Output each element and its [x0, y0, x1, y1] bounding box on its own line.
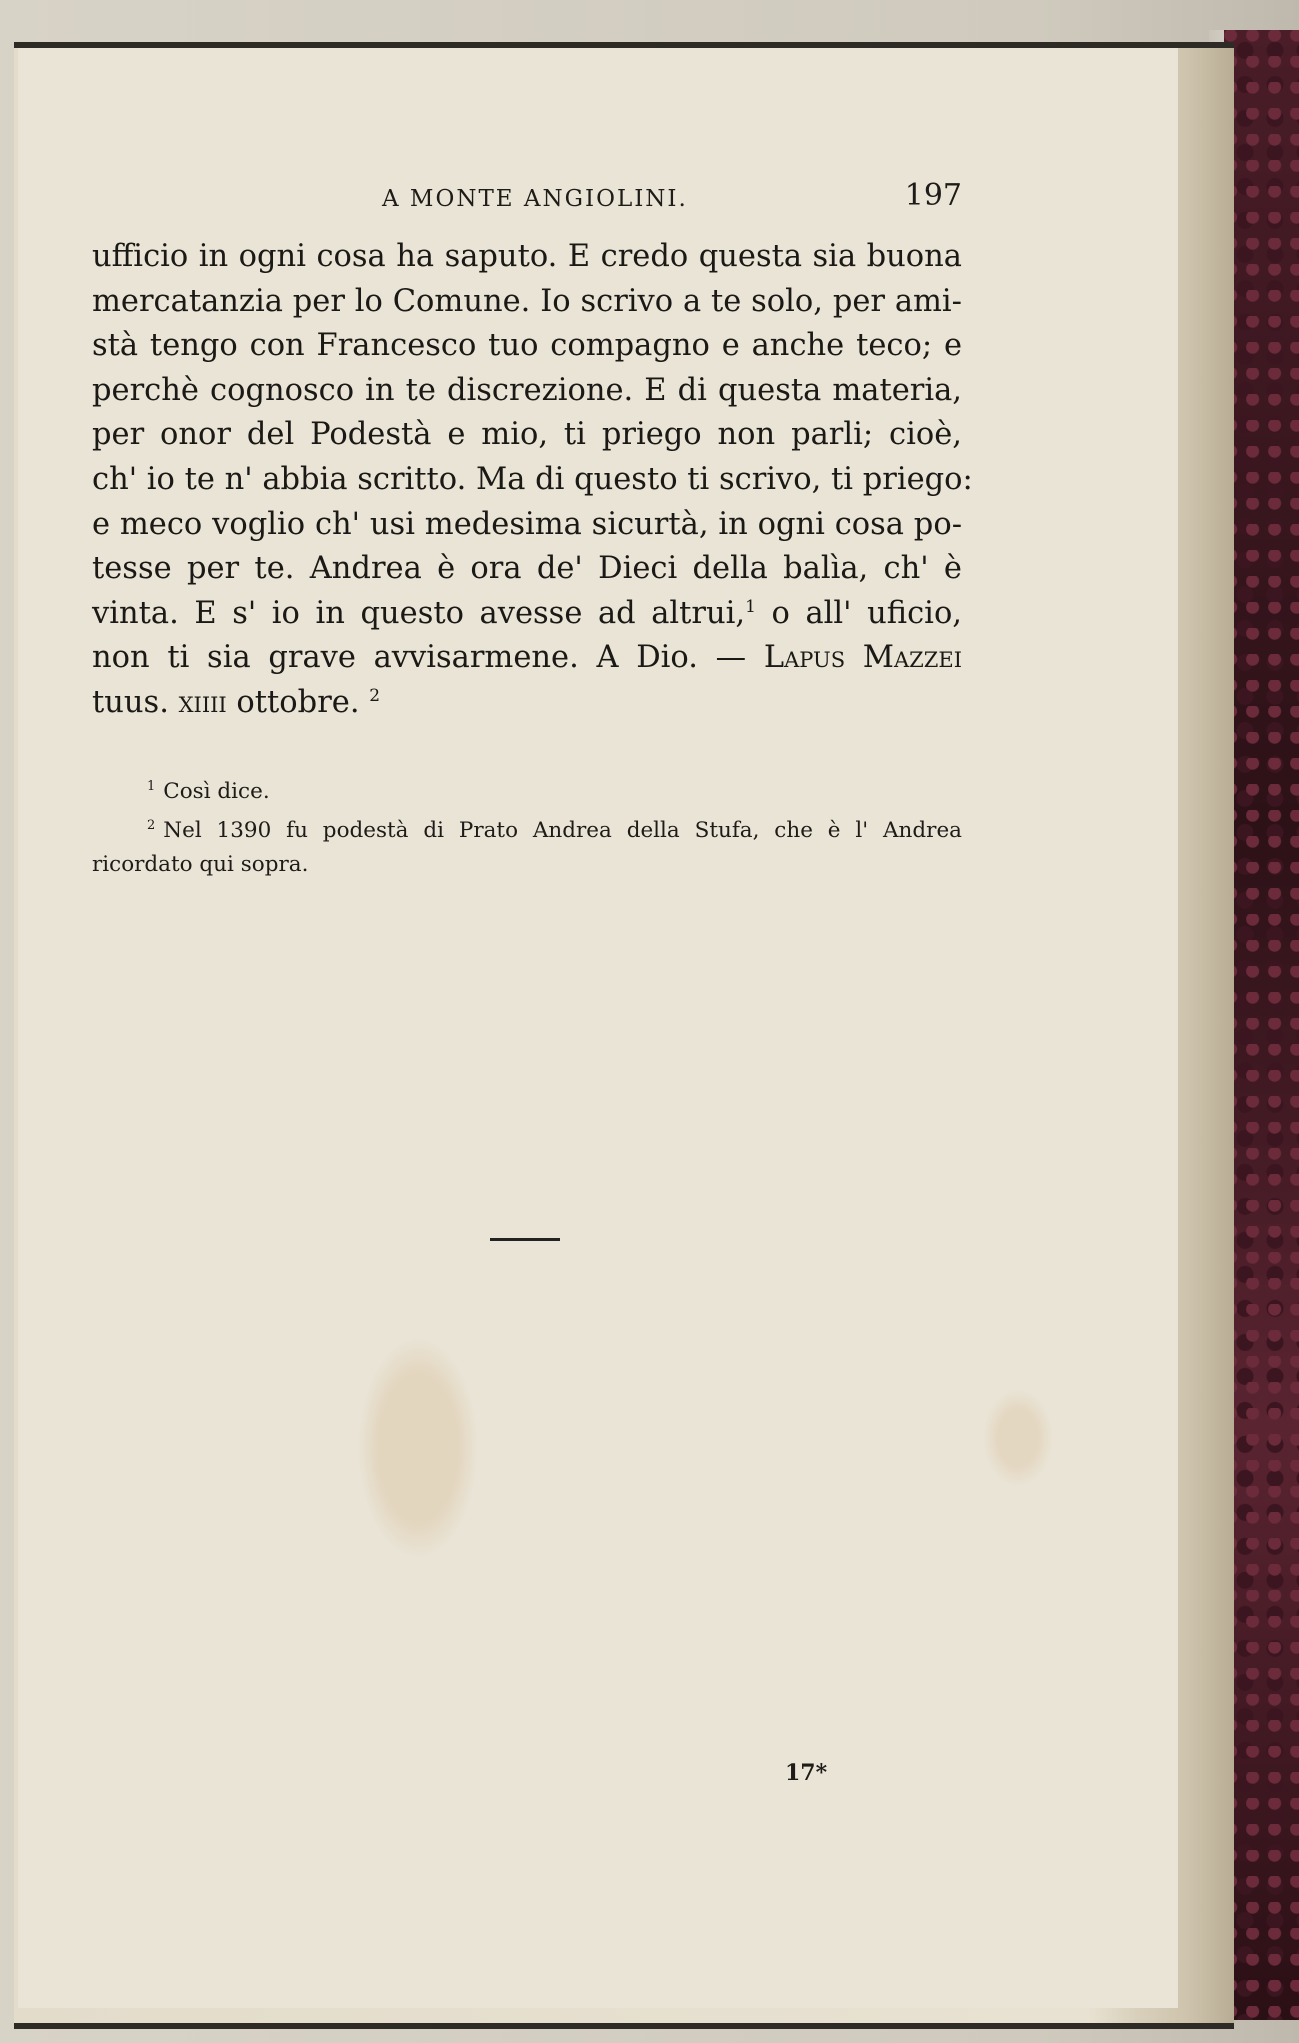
- footnotes: [92, 770, 962, 882]
- running-head: A MONTE ANGIOLINI.: [382, 186, 688, 212]
- footnote-2-continuation: ricordato qui sopra.: [92, 852, 309, 878]
- text-segment: non ti sia grave avvisarmene. A Dio. —: [92, 640, 764, 676]
- text-line: stà tengo con Francesco tuo compagno e anche teco; e: [92, 328, 962, 364]
- page-number: 197: [904, 178, 962, 213]
- date-numeral: xiiii: [178, 684, 227, 720]
- printer-signature-mark: 17*: [785, 1760, 828, 1786]
- text-line: [92, 592, 962, 637]
- footnote-text: Così dice.: [163, 779, 270, 805]
- text-line: e meco voglio ch' usi medesima sicurtà, in ogni cosa po-: [92, 506, 962, 542]
- letter-body: [92, 235, 973, 726]
- author-signature: Lapus Mazzei: [763, 640, 962, 676]
- footnote-2: [92, 809, 962, 848]
- footnote-number: 2: [147, 818, 156, 834]
- text-line: [92, 636, 962, 681]
- page-header: [92, 178, 962, 218]
- text-line: ch' io te n' abbia scritto. Ma di questo ti scrivo, ti priego:: [92, 461, 973, 497]
- marbled-cover: [1224, 30, 1299, 2020]
- footnote-1: [92, 770, 962, 809]
- text-line: per onor del Podestà e mio, ti priego non parli; cioè,: [92, 417, 962, 453]
- text-line: tesse per te. Andrea è ora de' Dieci della balìa, ch' è: [92, 551, 962, 587]
- text-line: perchè cognosco in te discrezione. E di questa materia,: [92, 372, 962, 408]
- text-line: mercatanzia per lo Comune. Io scrivo a te solo, per ami-: [92, 283, 962, 319]
- footnote-text: Nel 1390 fu podestà di Prato Andrea della Stufa, che è l' Andrea: [163, 818, 962, 844]
- section-rule: [490, 1238, 560, 1241]
- text-segment: vinta. E s' io in questo avesse ad altrui,: [92, 595, 746, 631]
- text-segment: o all' uficio,: [755, 595, 962, 631]
- footnote-number: 1: [147, 779, 156, 794]
- text-segment: ottobre.: [226, 684, 370, 720]
- footnote-ref-1: 1: [745, 596, 756, 617]
- text-line: [92, 681, 962, 726]
- footnote-ref-2: 2: [369, 685, 381, 706]
- text-line: ufficio in ogni cosa ha saputo. E credo questa sia buona: [92, 239, 962, 274]
- text-segment: tuus.: [92, 684, 179, 720]
